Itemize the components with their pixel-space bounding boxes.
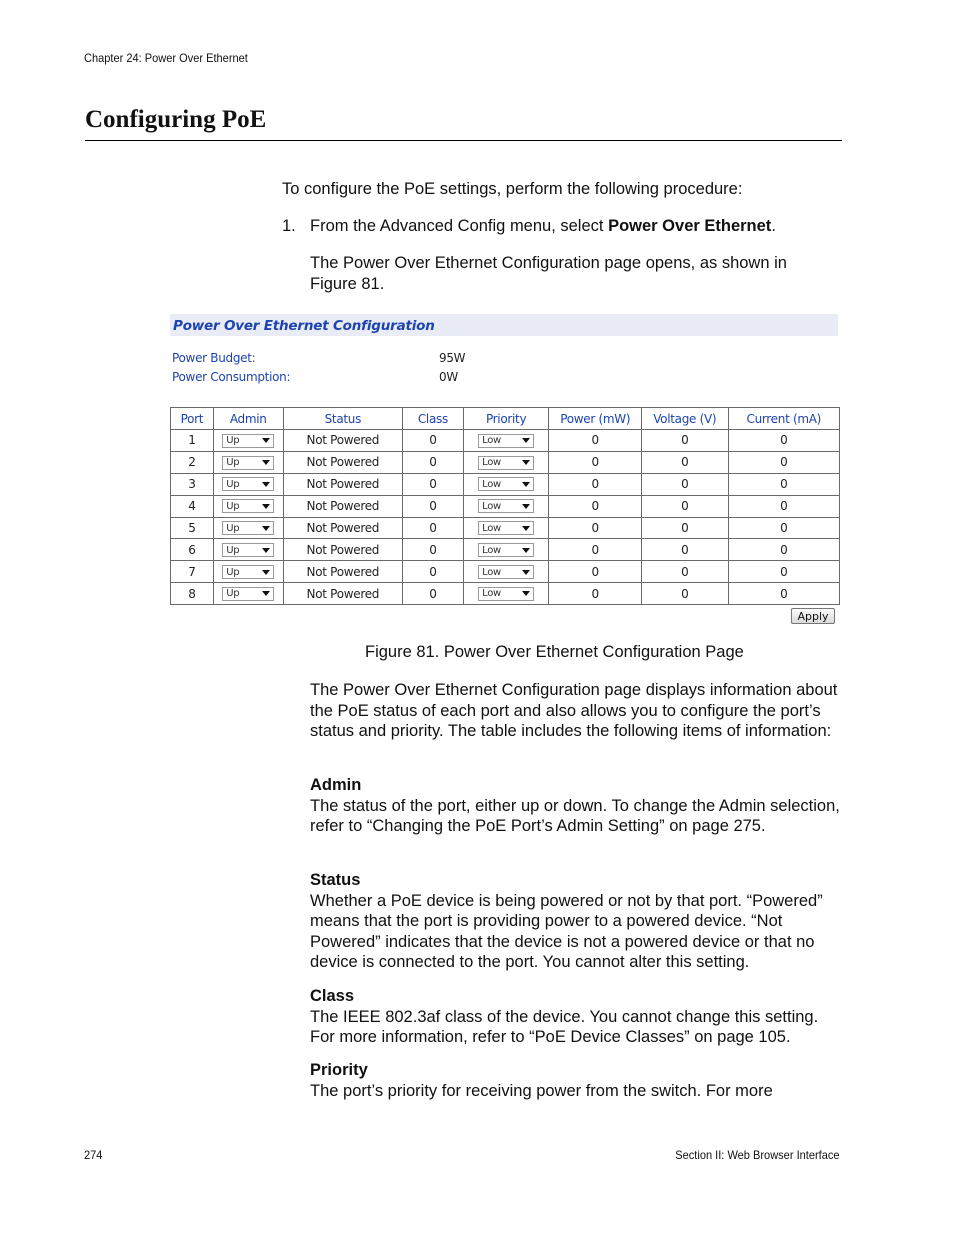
priority-selected-value: Low	[482, 522, 501, 534]
title-rule	[85, 140, 842, 141]
table-row	[171, 451, 840, 473]
apply-button[interactable]: Apply	[791, 608, 835, 624]
chevron-down-icon	[262, 482, 270, 487]
power-cell: 0	[549, 517, 641, 539]
port-cell: 1	[171, 430, 214, 452]
status-cell: Not Powered	[283, 539, 402, 561]
section-title: Configuring PoE	[85, 106, 267, 133]
term-title: Priority	[310, 1061, 368, 1079]
admin-cell	[213, 583, 283, 605]
col-header-voltage: Voltage (V)	[641, 408, 728, 430]
term-admin	[310, 775, 845, 837]
status-cell: Not Powered	[283, 517, 402, 539]
admin-select[interactable]	[222, 499, 274, 513]
chevron-down-icon	[262, 548, 270, 553]
term-definition: The port’s priority for receiving power from the switch. For more	[310, 1081, 773, 1100]
chevron-down-icon	[262, 438, 270, 443]
chevron-down-icon	[262, 526, 270, 531]
power-cell: 0	[549, 430, 641, 452]
chevron-down-icon	[262, 504, 270, 509]
status-cell: Not Powered	[283, 473, 402, 495]
power-cell: 0	[549, 473, 641, 495]
port-cell: 8	[171, 583, 214, 605]
admin-select[interactable]	[222, 434, 274, 448]
priority-select[interactable]	[478, 434, 534, 448]
port-cell: 6	[171, 539, 214, 561]
priority-selected-value: Low	[482, 566, 501, 578]
status-cell: Not Powered	[283, 430, 402, 452]
status-cell: Not Powered	[283, 451, 402, 473]
port-cell: 4	[171, 495, 214, 517]
col-header-admin: Admin	[213, 408, 283, 430]
current-cell: 0	[728, 451, 839, 473]
power-consumption-value: 0W	[439, 370, 458, 384]
table-row	[171, 473, 840, 495]
priority-cell	[463, 473, 549, 495]
admin-select[interactable]	[222, 456, 274, 470]
chevron-down-icon	[262, 591, 270, 596]
chevron-down-icon	[522, 438, 530, 443]
power-cell: 0	[549, 561, 641, 583]
col-header-status: Status	[283, 408, 402, 430]
class-cell: 0	[403, 583, 464, 605]
procedure-step	[282, 216, 776, 237]
step-bold: Power Over Ethernet	[608, 217, 772, 235]
running-header: Chapter 24: Power Over Ethernet	[84, 51, 248, 65]
current-cell: 0	[728, 495, 839, 517]
description-paragraph: The Power Over Ethernet Configuration page displays information about the PoE status of each port and also allows you to configure the port’s status and priority. The table includes the following items of information:	[310, 681, 838, 740]
voltage-cell: 0	[641, 561, 728, 583]
priority-cell	[463, 561, 549, 583]
chevron-down-icon	[522, 482, 530, 487]
admin-cell	[213, 473, 283, 495]
voltage-cell: 0	[641, 583, 728, 605]
priority-select[interactable]	[478, 499, 534, 513]
priority-cell	[463, 583, 549, 605]
port-cell: 3	[171, 473, 214, 495]
status-cell: Not Powered	[283, 561, 402, 583]
table-row	[171, 517, 840, 539]
class-cell: 0	[403, 561, 464, 583]
col-header-port: Port	[171, 408, 214, 430]
chevron-down-icon	[522, 460, 530, 465]
chevron-down-icon	[262, 460, 270, 465]
status-cell: Not Powered	[283, 495, 402, 517]
class-cell: 0	[403, 451, 464, 473]
admin-select[interactable]	[222, 587, 274, 601]
chevron-down-icon	[522, 504, 530, 509]
priority-select[interactable]	[478, 477, 534, 491]
priority-cell	[463, 495, 549, 517]
power-consumption-label: Power Consumption:	[172, 370, 291, 384]
voltage-cell: 0	[641, 473, 728, 495]
table-row	[171, 430, 840, 452]
power-budget-label: Power Budget:	[172, 351, 256, 365]
admin-cell	[213, 495, 283, 517]
term-class	[310, 986, 845, 1048]
step-text-end: .	[771, 217, 776, 235]
priority-cell	[463, 517, 549, 539]
port-cell: 2	[171, 451, 214, 473]
admin-selected-value: Up	[226, 500, 240, 512]
current-cell: 0	[728, 539, 839, 561]
step-number: 1.	[282, 217, 296, 235]
chevron-down-icon	[522, 591, 530, 596]
col-header-power: Power (mW)	[549, 408, 641, 430]
opens-paragraph: The Power Over Ethernet Configuration page opens, as shown in Figure 81.	[310, 254, 787, 293]
admin-cell	[213, 451, 283, 473]
table-header-row	[171, 408, 840, 430]
power-cell: 0	[549, 539, 641, 561]
term-title: Class	[310, 987, 355, 1005]
admin-selected-value: Up	[226, 522, 240, 534]
table-body	[171, 430, 840, 605]
voltage-cell: 0	[641, 495, 728, 517]
status-cell: Not Powered	[283, 583, 402, 605]
term-definition: The IEEE 802.3af class of the device. You cannot change this setting. For more information, refer to “PoE Device Classes” on page 105.	[310, 1007, 819, 1046]
admin-cell	[213, 430, 283, 452]
voltage-cell: 0	[641, 539, 728, 561]
col-header-current: Current (mA)	[728, 408, 839, 430]
admin-selected-value: Up	[226, 478, 240, 490]
voltage-cell: 0	[641, 430, 728, 452]
power-cell: 0	[549, 451, 641, 473]
page-header-bar	[170, 314, 838, 336]
admin-selected-value: Up	[226, 588, 240, 600]
power-cell: 0	[549, 495, 641, 517]
figure-caption: Figure 81. Power Over Ethernet Configuration Page	[365, 643, 744, 661]
priority-cell	[463, 539, 549, 561]
class-cell: 0	[403, 495, 464, 517]
col-header-priority: Priority	[463, 408, 549, 430]
page-title: Power Over Ethernet Configuration	[173, 318, 435, 334]
power-cell: 0	[549, 583, 641, 605]
priority-cell	[463, 451, 549, 473]
term-status	[310, 870, 845, 973]
admin-select[interactable]	[222, 521, 274, 535]
table-row	[171, 495, 840, 517]
priority-selected-value: Low	[482, 544, 501, 556]
class-cell: 0	[403, 473, 464, 495]
admin-selected-value: Up	[226, 566, 240, 578]
page-number: 274	[84, 1148, 103, 1162]
table-row	[171, 561, 840, 583]
intro-paragraph: To configure the PoE settings, perform the following procedure:	[282, 180, 743, 198]
port-cell: 7	[171, 561, 214, 583]
term-priority	[310, 1060, 845, 1101]
table-row	[171, 583, 840, 605]
current-cell: 0	[728, 583, 839, 605]
voltage-cell: 0	[641, 517, 728, 539]
term-title: Status	[310, 871, 361, 889]
admin-select[interactable]	[222, 477, 274, 491]
class-cell: 0	[403, 517, 464, 539]
admin-selected-value: Up	[226, 457, 240, 469]
table-row	[171, 539, 840, 561]
priority-cell	[463, 430, 549, 452]
step-text: From the Advanced Config menu, select	[310, 217, 609, 235]
priority-select[interactable]	[478, 565, 534, 579]
poe-table	[170, 407, 840, 605]
priority-selected-value: Low	[482, 457, 501, 469]
class-cell: 0	[403, 430, 464, 452]
footer-section: Section II: Web Browser Interface	[675, 1148, 840, 1162]
admin-selected-value: Up	[226, 435, 240, 447]
priority-select[interactable]	[478, 456, 534, 470]
current-cell: 0	[728, 561, 839, 583]
chevron-down-icon	[262, 570, 270, 575]
current-cell: 0	[728, 430, 839, 452]
priority-select[interactable]	[478, 521, 534, 535]
chevron-down-icon	[522, 570, 530, 575]
chevron-down-icon	[522, 548, 530, 553]
priority-selected-value: Low	[482, 478, 501, 490]
priority-select[interactable]	[478, 587, 534, 601]
priority-selected-value: Low	[482, 500, 501, 512]
admin-cell	[213, 539, 283, 561]
term-definition: Whether a PoE device is being powered or not by that port. “Powered” means that the port is providing power to a powered device. “Not Powered” indicates that the device is not a powered device or that no device is connected to the port. You cannot alter this setting.	[310, 891, 823, 971]
priority-select[interactable]	[478, 543, 534, 557]
chevron-down-icon	[522, 526, 530, 531]
power-budget-value: 95W	[439, 351, 466, 365]
admin-cell	[213, 561, 283, 583]
port-cell: 5	[171, 517, 214, 539]
admin-cell	[213, 517, 283, 539]
admin-selected-value: Up	[226, 544, 240, 556]
admin-select[interactable]	[222, 543, 274, 557]
admin-select[interactable]	[222, 565, 274, 579]
col-header-class: Class	[403, 408, 464, 430]
current-cell: 0	[728, 517, 839, 539]
voltage-cell: 0	[641, 451, 728, 473]
current-cell: 0	[728, 473, 839, 495]
term-definition: The status of the port, either up or down. To change the Admin selection, refer to “Changing the PoE Port’s Admin Setting” on page 275.	[310, 796, 840, 835]
priority-selected-value: Low	[482, 435, 501, 447]
term-title: Admin	[310, 776, 362, 794]
priority-selected-value: Low	[482, 588, 501, 600]
poe-config-screenshot	[170, 313, 840, 633]
class-cell: 0	[403, 539, 464, 561]
